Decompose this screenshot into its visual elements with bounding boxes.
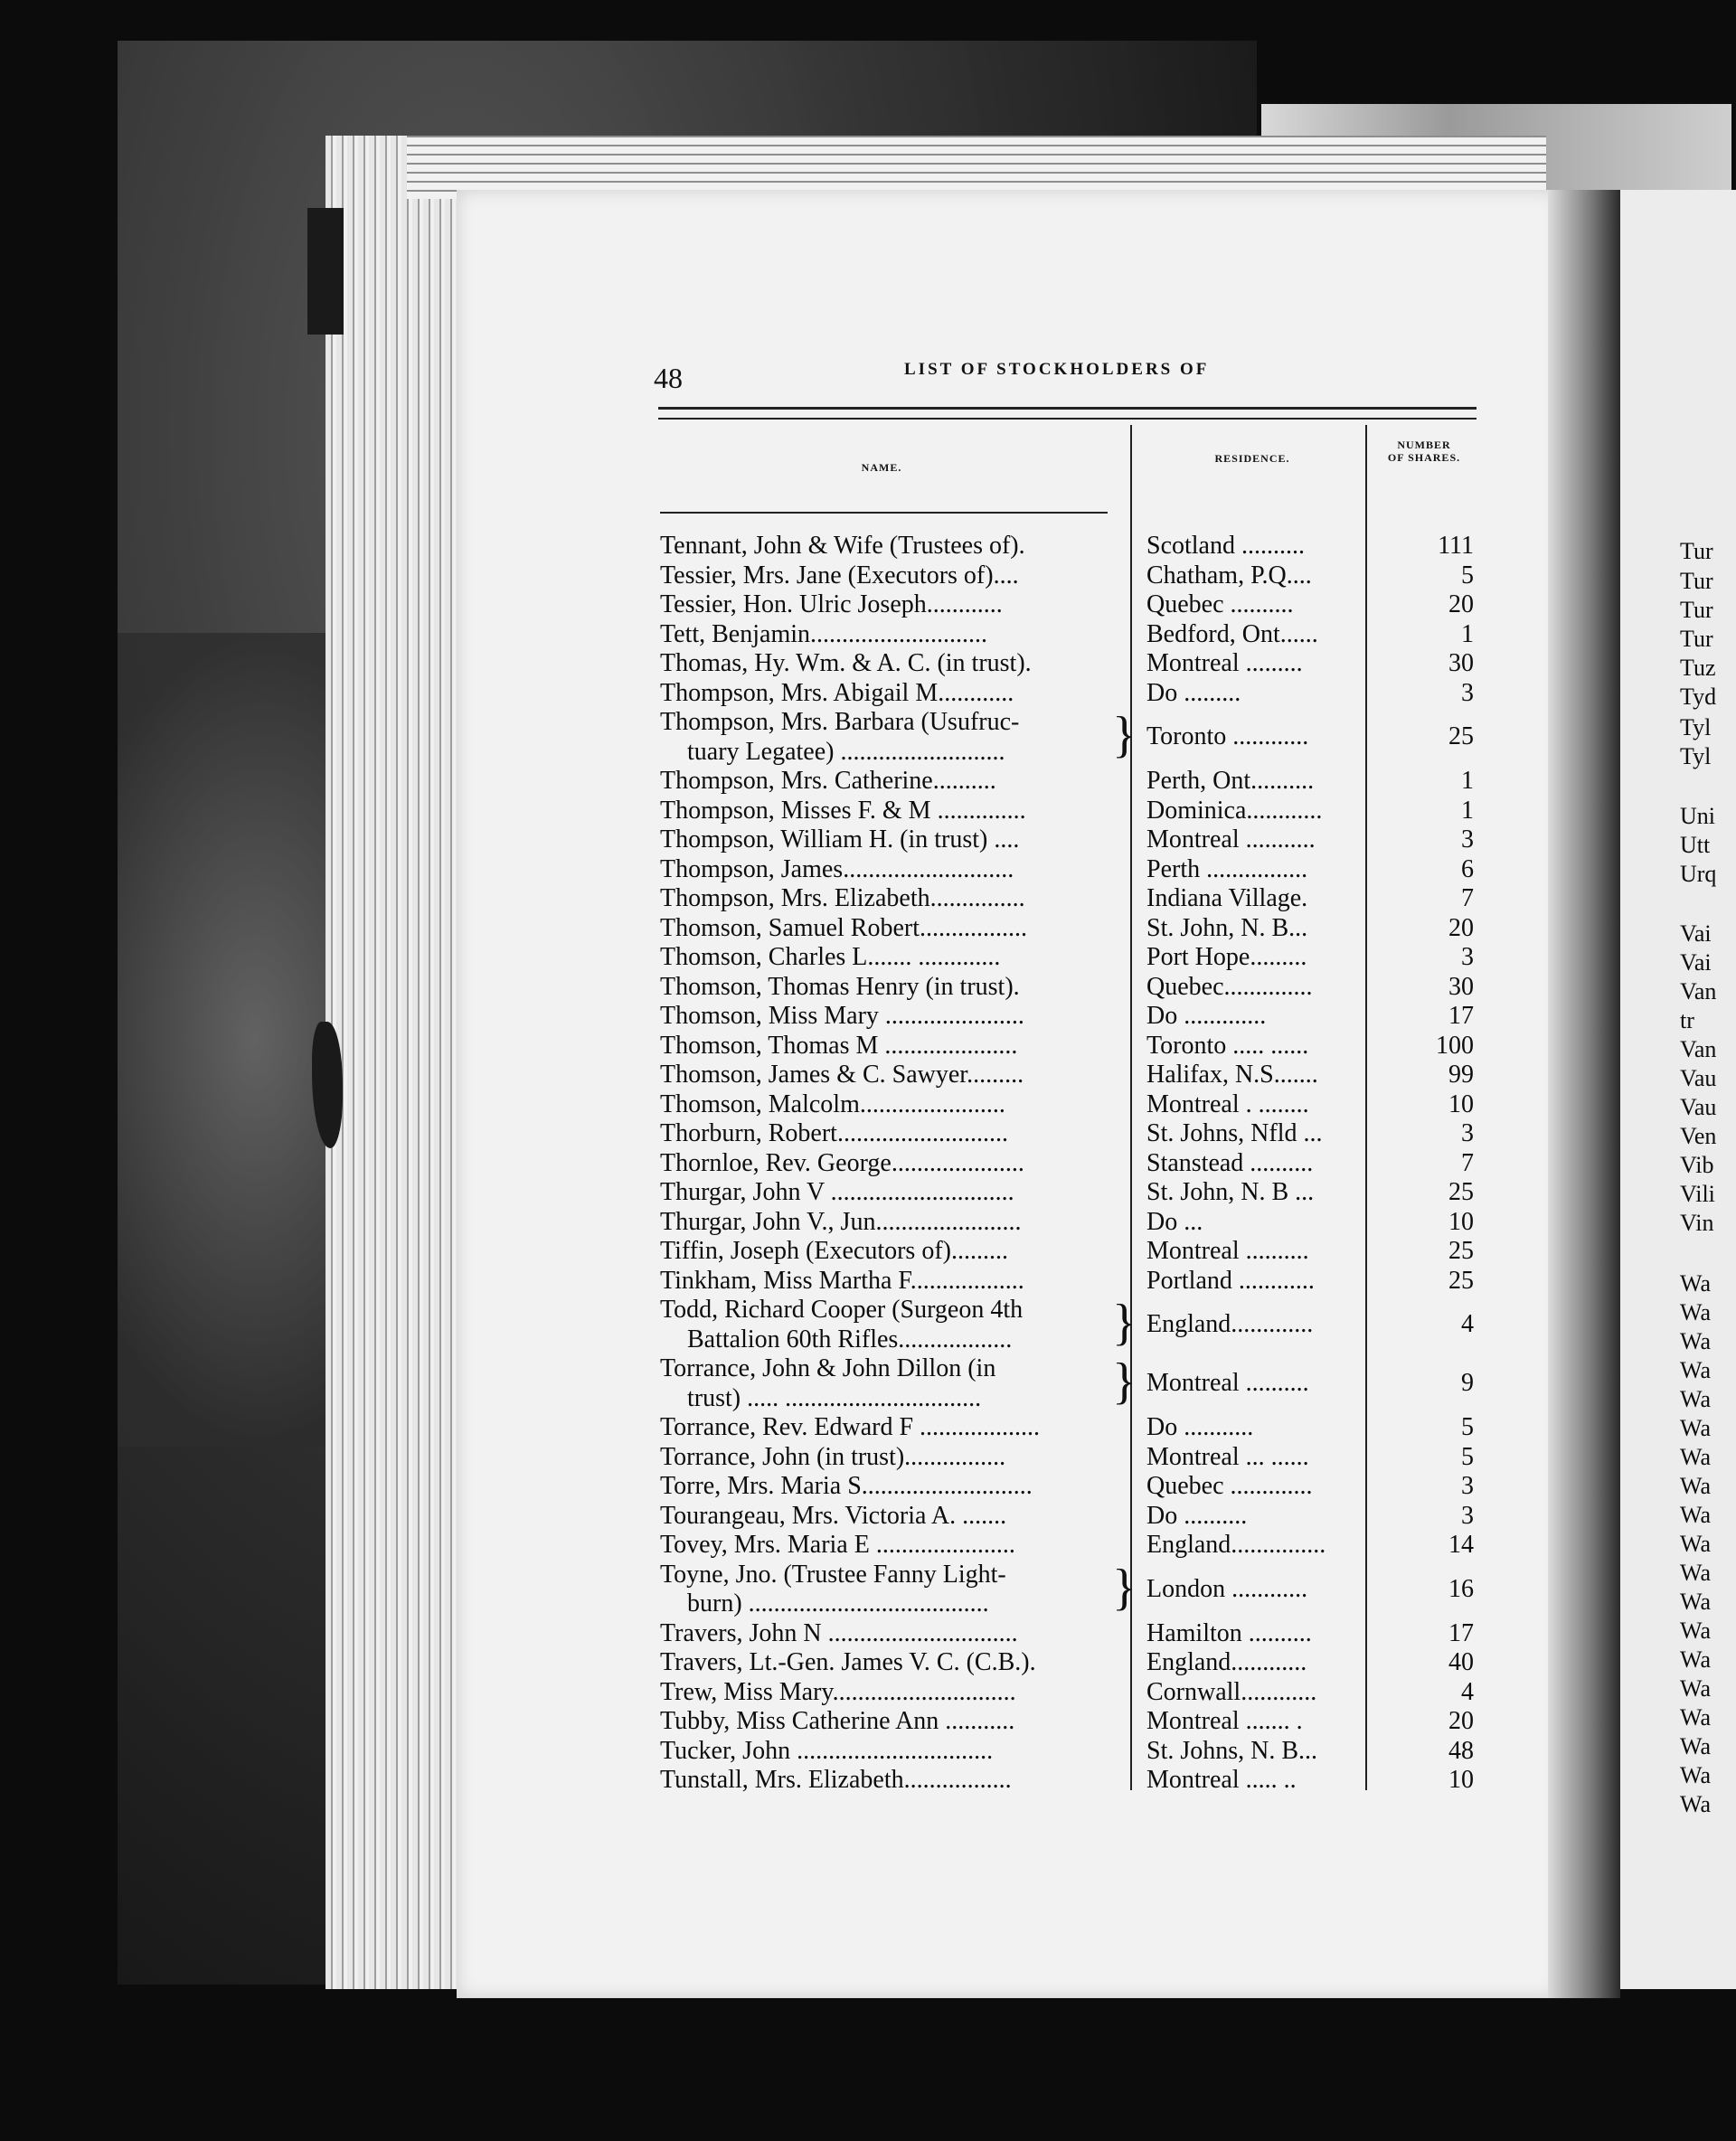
facing-page-line: Utt bbox=[1680, 832, 1711, 858]
facing-page-line: Wa bbox=[1680, 1560, 1711, 1586]
stockholder-name: Thomson, Samuel Robert................. bbox=[660, 913, 1027, 942]
facing-page-line: Ven bbox=[1680, 1123, 1717, 1149]
share-count: 10 bbox=[1448, 1766, 1474, 1794]
table-row bbox=[660, 1648, 1483, 1678]
stockholder-name: Torre, Mrs. Maria S........................... bbox=[660, 1472, 1033, 1500]
share-count: 48 bbox=[1448, 1736, 1474, 1765]
table-row bbox=[660, 1502, 1483, 1532]
table-row bbox=[660, 708, 1483, 767]
facing-page-line: Wa bbox=[1680, 1762, 1711, 1788]
stockholder-name: Thompson, Mrs. Abigail M............ bbox=[660, 678, 1014, 707]
share-count: 4 bbox=[1461, 1677, 1474, 1706]
stockholder-name: Trew, Miss Mary............................. bbox=[660, 1677, 1016, 1706]
table-row bbox=[660, 1032, 1483, 1061]
facing-page-line: Wa bbox=[1680, 1646, 1711, 1673]
share-count: 7 bbox=[1461, 1148, 1474, 1177]
stockholder-name: Tessier, Hon. Ulric Joseph............ bbox=[660, 590, 1003, 618]
share-count: 6 bbox=[1461, 854, 1474, 883]
stockholder-name: Tiffin, Joseph (Executors of)......... bbox=[660, 1237, 1008, 1265]
residence: Perth ................ bbox=[1146, 854, 1308, 883]
share-count: 4 bbox=[1461, 1310, 1474, 1339]
facing-page-line: Wa bbox=[1680, 1618, 1711, 1644]
facing-page-line: Van bbox=[1680, 1036, 1717, 1062]
stockholder-name: Thornloe, Rev. George..................... bbox=[660, 1148, 1024, 1177]
facing-page-line: Van bbox=[1680, 978, 1717, 1004]
stockholder-name: Thompson, Mrs. Barbara (Usufruc- bbox=[660, 708, 1020, 736]
stockholder-name: Thomas, Hy. Wm. & A. C. (in trust). bbox=[660, 649, 1032, 677]
facing-page-line: Vili bbox=[1680, 1181, 1715, 1207]
stockholder-name: Todd, Richard Cooper (Surgeon 4th bbox=[660, 1296, 1024, 1324]
table-row bbox=[660, 1766, 1483, 1796]
share-count: 30 bbox=[1448, 649, 1474, 677]
share-count: 40 bbox=[1448, 1648, 1474, 1676]
table-row bbox=[660, 1208, 1483, 1238]
stockholder-name-continued: burn) ...................................... bbox=[687, 1589, 989, 1618]
table-row bbox=[660, 1707, 1483, 1737]
facing-page-line: Tur bbox=[1680, 597, 1713, 623]
share-count: 9 bbox=[1461, 1369, 1474, 1398]
residence: Halifax, N.S....... bbox=[1146, 1061, 1318, 1089]
table-row bbox=[660, 532, 1483, 561]
share-count: 99 bbox=[1448, 1061, 1474, 1089]
stockholder-name: Travers, John N .............................. bbox=[660, 1618, 1018, 1647]
share-count: 25 bbox=[1448, 1266, 1474, 1295]
stockholder-name: Thompson, William H. (in trust) .... bbox=[660, 825, 1020, 854]
residence: Do ............. bbox=[1146, 1002, 1267, 1030]
share-count: 3 bbox=[1461, 1472, 1474, 1500]
stockholder-name: Torrance, John (in trust)................ bbox=[660, 1442, 1006, 1471]
facing-page-line: Vai bbox=[1680, 920, 1712, 947]
stockholder-name-continued: tuary Legatee) .......................... bbox=[687, 737, 1005, 766]
table-row bbox=[660, 767, 1483, 797]
facing-page-line: Wa bbox=[1680, 1270, 1711, 1297]
share-count: 20 bbox=[1448, 913, 1474, 942]
residence: Toronto ............ bbox=[1146, 722, 1309, 751]
stockholder-name: Tunstall, Mrs. Elizabeth................. bbox=[660, 1766, 1012, 1794]
stockholder-name: Thompson, Misses F. & M .............. bbox=[660, 796, 1026, 825]
stockholder-name-continued: Battalion 60th Rifles.................. bbox=[687, 1325, 1013, 1353]
residence: Quebec .......... bbox=[1146, 590, 1294, 618]
stockholder-name: Thomson, Thomas Henry (in trust). bbox=[660, 972, 1020, 1001]
share-count: 1 bbox=[1461, 796, 1474, 825]
residence: Quebec.............. bbox=[1146, 972, 1313, 1001]
facing-page-line: Vai bbox=[1680, 949, 1712, 976]
table-row bbox=[660, 620, 1483, 650]
table-row bbox=[660, 1737, 1483, 1767]
residence: St. John, N. B... bbox=[1146, 913, 1308, 942]
facing-page-line: Tyd bbox=[1680, 684, 1717, 710]
facing-page-line: Wa bbox=[1680, 1386, 1711, 1412]
share-count: 30 bbox=[1448, 972, 1474, 1001]
residence: Dominica............ bbox=[1146, 796, 1323, 825]
share-count: 3 bbox=[1461, 943, 1474, 971]
facing-page-line: Tur bbox=[1680, 568, 1713, 594]
table-row bbox=[660, 590, 1483, 620]
facing-page-line: Wa bbox=[1680, 1444, 1711, 1470]
residence: Montreal ........... bbox=[1146, 825, 1316, 854]
residence: St. John, N. B ... bbox=[1146, 1178, 1315, 1206]
table-row bbox=[660, 1178, 1483, 1208]
stockholder-name: Thomson, James & C. Sawyer......... bbox=[660, 1061, 1024, 1089]
column-header-shares: NUMBER OF SHARES. bbox=[1387, 439, 1461, 464]
table-row bbox=[660, 561, 1483, 591]
share-count: 1 bbox=[1461, 767, 1474, 795]
table-row bbox=[660, 1119, 1483, 1149]
table-row bbox=[660, 1002, 1483, 1032]
stockholder-name: Torrance, John & John Dillon (in bbox=[660, 1354, 996, 1382]
residence: Do ... bbox=[1146, 1207, 1203, 1236]
residence: Montreal ....... . bbox=[1146, 1707, 1303, 1735]
facing-page-line: Wa bbox=[1680, 1328, 1711, 1354]
share-count: 10 bbox=[1448, 1207, 1474, 1236]
facing-page-line: Wa bbox=[1680, 1415, 1711, 1441]
facing-page-line: Tyl bbox=[1680, 714, 1712, 740]
share-count: 16 bbox=[1448, 1574, 1474, 1603]
residence: Do .......... bbox=[1146, 1501, 1248, 1530]
share-count: 5 bbox=[1461, 561, 1474, 589]
share-count: 25 bbox=[1448, 1237, 1474, 1265]
share-count: 25 bbox=[1448, 722, 1474, 751]
stockholder-name: Thurgar, John V., Jun....................... bbox=[660, 1207, 1022, 1236]
table-row bbox=[660, 649, 1483, 679]
table-row bbox=[660, 1267, 1483, 1297]
stockholder-name: Tennant, John & Wife (Trustees of). bbox=[660, 532, 1025, 560]
residence: Do ......... bbox=[1146, 678, 1241, 707]
share-count: 5 bbox=[1461, 1413, 1474, 1441]
residence: Montreal .......... bbox=[1146, 1237, 1309, 1265]
residence: Bedford, Ont...... bbox=[1146, 619, 1318, 648]
residence: Toronto ..... ...... bbox=[1146, 1031, 1309, 1060]
residence: Port Hope......... bbox=[1146, 943, 1307, 971]
share-count: 20 bbox=[1448, 590, 1474, 618]
stockholder-name: Thomson, Thomas M ..................... bbox=[660, 1031, 1018, 1060]
facing-page-line: Wa bbox=[1680, 1675, 1711, 1702]
share-count: 3 bbox=[1461, 678, 1474, 707]
table-row bbox=[660, 943, 1483, 973]
table-row bbox=[660, 797, 1483, 826]
share-count: 17 bbox=[1448, 1618, 1474, 1647]
residence: Montreal .......... bbox=[1146, 1369, 1309, 1398]
stockholder-name: Thomson, Charles L....... ............. bbox=[660, 943, 1001, 971]
table-row bbox=[660, 1443, 1483, 1473]
header-rule-bottom bbox=[658, 418, 1477, 420]
table-row bbox=[660, 1531, 1483, 1561]
table-row bbox=[660, 1061, 1483, 1090]
stockholder-name: Thomson, Miss Mary ...................... bbox=[660, 1002, 1024, 1030]
stockholder-name: Thompson, Mrs. Elizabeth............... bbox=[660, 884, 1025, 912]
stockholder-name: Torrance, Rev. Edward F ................... bbox=[660, 1413, 1041, 1441]
stockholder-name: Tessier, Mrs. Jane (Executors of).... bbox=[660, 561, 1019, 589]
table-row bbox=[660, 1090, 1483, 1120]
book-gutter bbox=[1548, 190, 1620, 1998]
share-count: 3 bbox=[1461, 825, 1474, 854]
residence: Stanstead .......... bbox=[1146, 1148, 1314, 1177]
share-count: 20 bbox=[1448, 1707, 1474, 1735]
residence: St. Johns, Nfld ... bbox=[1146, 1119, 1323, 1147]
facing-page-line: Wa bbox=[1680, 1791, 1711, 1817]
table-row bbox=[660, 855, 1483, 885]
share-count: 14 bbox=[1448, 1531, 1474, 1559]
share-count: 3 bbox=[1461, 1119, 1474, 1147]
name-column-rule bbox=[660, 512, 1108, 514]
residence: Hamilton .......... bbox=[1146, 1618, 1312, 1647]
facing-page-line: Wa bbox=[1680, 1473, 1711, 1499]
stockholder-name: Thorburn, Robert........................... bbox=[660, 1119, 1008, 1147]
stockholder-name: Toyne, Jno. (Trustee Fanny Light- bbox=[660, 1560, 1006, 1589]
table-row bbox=[660, 914, 1483, 944]
page-number: 48 bbox=[654, 362, 683, 394]
facing-page-line: Wa bbox=[1680, 1357, 1711, 1383]
header-rule-top bbox=[658, 407, 1477, 410]
residence: Do ........... bbox=[1146, 1413, 1254, 1441]
column-header-name: NAME. bbox=[861, 461, 902, 474]
brace-mark: } bbox=[1112, 1559, 1137, 1616]
stockholder-name: Thompson, James........................... bbox=[660, 854, 1014, 883]
facing-page-line: Wa bbox=[1680, 1531, 1711, 1557]
facing-page-line: Tuz bbox=[1680, 655, 1716, 681]
stockholder-name: Thomson, Malcolm....................... bbox=[660, 1089, 1005, 1118]
share-count: 100 bbox=[1436, 1031, 1474, 1060]
page-edges-left bbox=[326, 136, 461, 1989]
stockholder-name: Travers, Lt.-Gen. James V. C. (C.B.). bbox=[660, 1648, 1036, 1676]
facing-page-line: tr bbox=[1680, 1007, 1694, 1033]
table-row bbox=[660, 1413, 1483, 1443]
binding-tab bbox=[307, 208, 344, 335]
residence: England............ bbox=[1146, 1648, 1307, 1676]
facing-page-line: Wa bbox=[1680, 1733, 1711, 1759]
residence: Indiana Village. bbox=[1146, 884, 1308, 912]
residence: London ............ bbox=[1146, 1574, 1308, 1603]
stockholder-name: Tinkham, Miss Martha F.................. bbox=[660, 1266, 1024, 1295]
facing-page-line: Wa bbox=[1680, 1589, 1711, 1615]
table-row bbox=[660, 1619, 1483, 1649]
facing-page-line: Wa bbox=[1680, 1299, 1711, 1325]
brace-mark: } bbox=[1112, 1353, 1137, 1410]
table-row bbox=[660, 973, 1483, 1003]
table-row bbox=[660, 1678, 1483, 1708]
table-row bbox=[660, 679, 1483, 709]
residence: Chatham, P.Q.... bbox=[1146, 561, 1312, 589]
facing-page-line: Vau bbox=[1680, 1065, 1717, 1091]
share-count: 10 bbox=[1448, 1089, 1474, 1118]
facing-page-line: Wa bbox=[1680, 1704, 1711, 1731]
facing-page-line: Vau bbox=[1680, 1094, 1717, 1120]
facing-page-line: Wa bbox=[1680, 1502, 1711, 1528]
table-row bbox=[660, 1149, 1483, 1179]
facing-page-line: Vib bbox=[1680, 1152, 1714, 1178]
residence: Montreal . ........ bbox=[1146, 1089, 1309, 1118]
stockholder-name: Thurgar, John V ............................. bbox=[660, 1178, 1014, 1206]
table-row bbox=[660, 1237, 1483, 1267]
stockholder-name: Tucker, John ............................... bbox=[660, 1736, 994, 1765]
share-count: 25 bbox=[1448, 1178, 1474, 1206]
residence: England............... bbox=[1146, 1531, 1326, 1559]
facing-page-line: Urq bbox=[1680, 861, 1717, 887]
facing-page-line: Uni bbox=[1680, 803, 1715, 829]
table-row bbox=[660, 1296, 1483, 1354]
share-count: 5 bbox=[1461, 1442, 1474, 1471]
residence: England............. bbox=[1146, 1310, 1314, 1339]
column-header-residence: RESIDENCE. bbox=[1214, 452, 1290, 465]
facing-page-line: Tyl bbox=[1680, 743, 1712, 769]
stockholder-name: Tett, Benjamin............................ bbox=[660, 619, 988, 648]
residence: Perth, Ont.......... bbox=[1146, 767, 1315, 795]
table-row bbox=[660, 1354, 1483, 1413]
residence: Montreal ..... .. bbox=[1146, 1766, 1297, 1794]
residence: Quebec ............. bbox=[1146, 1472, 1313, 1500]
table-row bbox=[660, 1561, 1483, 1619]
brace-mark: } bbox=[1112, 707, 1137, 763]
residence: St. Johns, N. B... bbox=[1146, 1736, 1318, 1765]
brace-mark: } bbox=[1112, 1295, 1137, 1351]
residence: Montreal ......... bbox=[1146, 649, 1303, 677]
residence: Scotland .......... bbox=[1146, 532, 1305, 560]
stockholder-name: Tourangeau, Mrs. Victoria A. ....... bbox=[660, 1501, 1007, 1530]
share-count: 1 bbox=[1461, 619, 1474, 648]
facing-page-line: Tur bbox=[1680, 626, 1713, 652]
table-row bbox=[660, 884, 1483, 914]
share-count: 17 bbox=[1448, 1002, 1474, 1030]
stockholder-name: Thompson, Mrs. Catherine.......... bbox=[660, 767, 996, 795]
stockholder-name-continued: trust) ..... ............................... bbox=[687, 1383, 982, 1412]
share-count: 3 bbox=[1461, 1501, 1474, 1530]
stockholder-name: Tubby, Miss Catherine Ann ........... bbox=[660, 1707, 1015, 1735]
table-row bbox=[660, 1472, 1483, 1502]
stockholder-name: Tovey, Mrs. Maria E ...................... bbox=[660, 1531, 1015, 1559]
facing-page-line: Tur bbox=[1680, 538, 1713, 564]
residence: Montreal ... ...... bbox=[1146, 1442, 1309, 1471]
share-count: 7 bbox=[1461, 884, 1474, 912]
share-count: 111 bbox=[1438, 532, 1474, 560]
table-row bbox=[660, 825, 1483, 855]
facing-page-line: Vin bbox=[1680, 1210, 1714, 1236]
residence: Cornwall............ bbox=[1146, 1677, 1317, 1706]
residence: Portland ............ bbox=[1146, 1266, 1315, 1295]
page-title: LIST OF STOCKHOLDERS OF bbox=[904, 360, 1210, 379]
